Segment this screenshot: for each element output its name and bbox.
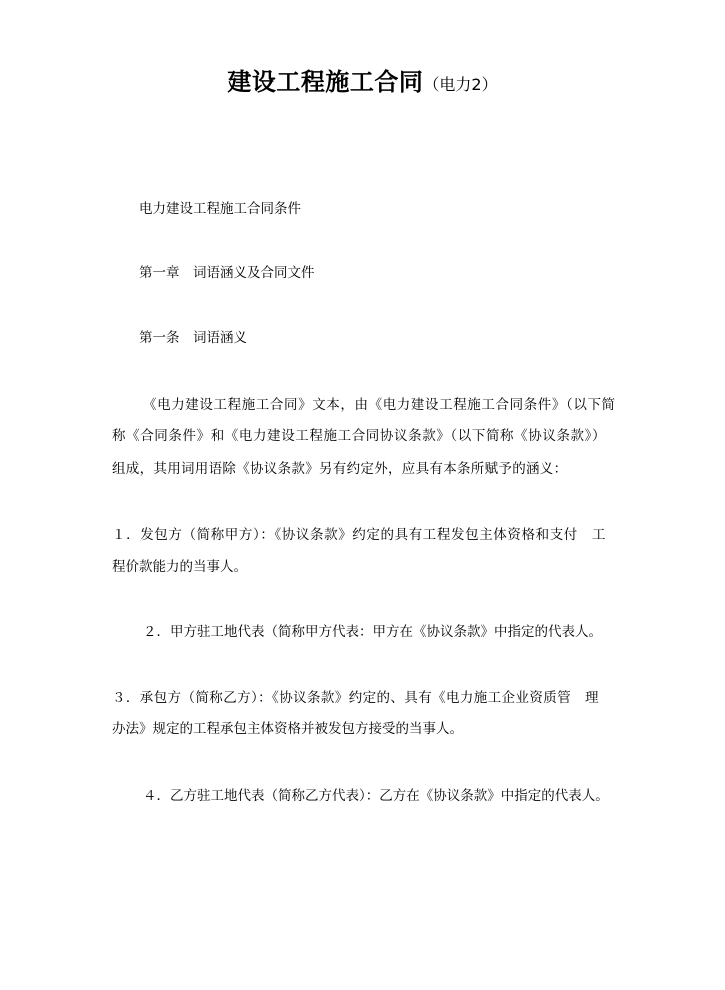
clause-1-line-1: １．发包方（简称甲方）：《协议条款》约定的具有工程发包主体资格和支付 工 bbox=[112, 527, 607, 543]
section-heading: 电力建设工程施工合同条件 bbox=[139, 201, 301, 217]
paragraph-intro-line-1: 《电力建设工程施工合同》文本，由《电力建设工程施工合同条件》（以下简 bbox=[143, 397, 616, 413]
paragraph-intro-line-2: 称《合同条件》和《电力建设工程施工合同协议条款》（以下简称《协议条款》） bbox=[112, 428, 607, 444]
article-heading: 第一条 词语涵义 bbox=[139, 330, 247, 346]
clause-2: ２．甲方驻工地代表（简称甲方代表：甲方在《协议条款》中指定的代表人。 bbox=[143, 624, 602, 640]
chapter-heading: 第一章 词语涵义及合同文件 bbox=[139, 265, 315, 281]
paragraph-intro-line-3: 组成，其用词用语除《协议条款》另有约定外，应具有本条所赋予的涵义： bbox=[112, 461, 568, 477]
clause-1-line-2: 程价款能力的当事人。 bbox=[112, 559, 247, 575]
document-title bbox=[0, 62, 725, 97]
clause-3-line-2: 办法》规定的工程承包主体资格并被发包方接受的当事人。 bbox=[112, 721, 463, 737]
title-subtitle: （电力2） bbox=[423, 75, 498, 94]
clause-3-line-1: ３．承包方（简称乙方）：《协议条款》约定的、具有《电力施工企业资质管 理 bbox=[112, 690, 599, 706]
clause-4: ４．乙方驻工地代表（简称乙方代表）：乙方在《协议条款》中指定的代表人。 bbox=[143, 788, 609, 804]
title-main: 建设工程施工合同 bbox=[227, 68, 424, 96]
